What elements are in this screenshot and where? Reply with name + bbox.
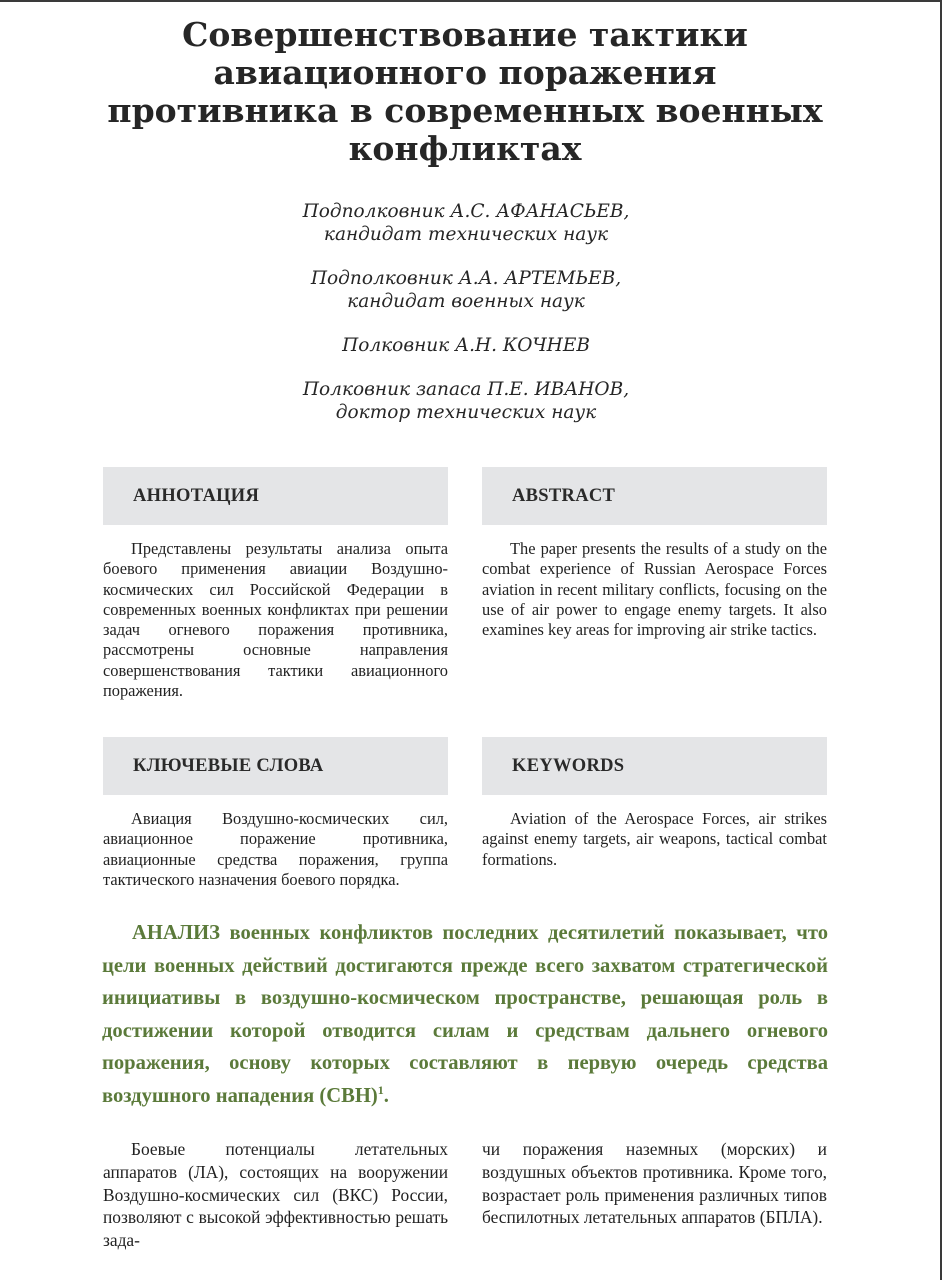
top-border-rule [0, 0, 942, 2]
article-title: Совершенствование тактики авиационного поражения противника в современных военных конфликтах [107, 15, 823, 168]
author-degree: кандидат военных наук [347, 291, 585, 312]
annotation-text: Представлены результаты анализа опыта боевого применения авиации Воздушно-космических сил Российской Федерации в современных военных конфликтах при решении задач огневого поражения противника, рассмотрены основные направления совершенствования тактики авиационного поражения. [103, 539, 448, 701]
author-name: Полковник запаса П.Е. ИВАНОВ, [302, 379, 630, 400]
abstract-text: The paper presents the results of a study on the combat experience of Russian Aerospace Forces aviation in recent military conflicts, focusing on the use of air power to engage enemy targets. It also examines key areas for improving air strike tactics. [482, 539, 827, 640]
author-kochnev [210, 334, 722, 357]
annotation-heading-box [103, 467, 448, 525]
keywords-ru-text: Авиация Воздушно-космических сил, авиационное поражение противника, авиационные средства поражения, группа тактического назначения боевого порядка. [103, 809, 448, 889]
author-name: Полковник А.Н. КОЧНЕВ [342, 335, 590, 356]
author-name: Подполковник А.С. АФАНАСЬЕВ, [302, 201, 630, 222]
lead-period: . [383, 1084, 389, 1107]
author-afanasyev [210, 200, 722, 246]
abstract-heading-box [482, 467, 827, 525]
keywords-ru-heading: КЛЮЧЕВЫЕ СЛОВА [133, 756, 324, 776]
lead-text: АНАЛИЗ военных конфликтов последних десятилетий показывает, что цели военных действий достигаются прежде всего захватом стратегической инициативы в воздушно-космическом пространстве, решающая роль в достижении которой отводится силам и средствам дальнего огневого поражения, основу которых составляют в первую очередь средства воздушного нападения (СВН) [102, 922, 828, 1107]
keywords-en-heading-box [482, 737, 827, 795]
body-column-right: чи поражения наземных (морских) и воздушных объектов противника. Кроме того, возрастает роль применения различных типов беспилотных летательных аппаратов (БПЛА). [482, 1139, 827, 1228]
author-degree: кандидат технических наук [323, 224, 609, 245]
annotation-heading: АННОТАЦИЯ [133, 486, 260, 506]
keywords-ru-heading-box [103, 737, 448, 795]
authors-block [210, 200, 722, 445]
author-degree: доктор технических наук [335, 402, 597, 423]
abstract-heading: ABSTRACT [512, 486, 616, 506]
body-column-left: Боевые потенциалы летательных аппаратов (ЛА), состоящих на вооружении Воздушно-космических сил (ВКС) России, позволяют с высокой эффективностью решать зада- [103, 1139, 448, 1251]
author-ivanov [210, 378, 722, 424]
keywords-en-text: Aviation of the Aerospace Forces, air strikes against enemy targets, air weapons, tactical combat formations. [482, 809, 827, 869]
lead-paragraph [102, 917, 828, 1112]
footnote-marker: 1 [377, 1082, 384, 1097]
author-artemyev [210, 267, 722, 313]
author-name: Подполковник А.А. АРТЕМЬЕВ, [310, 268, 622, 289]
keywords-en-heading: KEYWORDS [512, 756, 625, 776]
